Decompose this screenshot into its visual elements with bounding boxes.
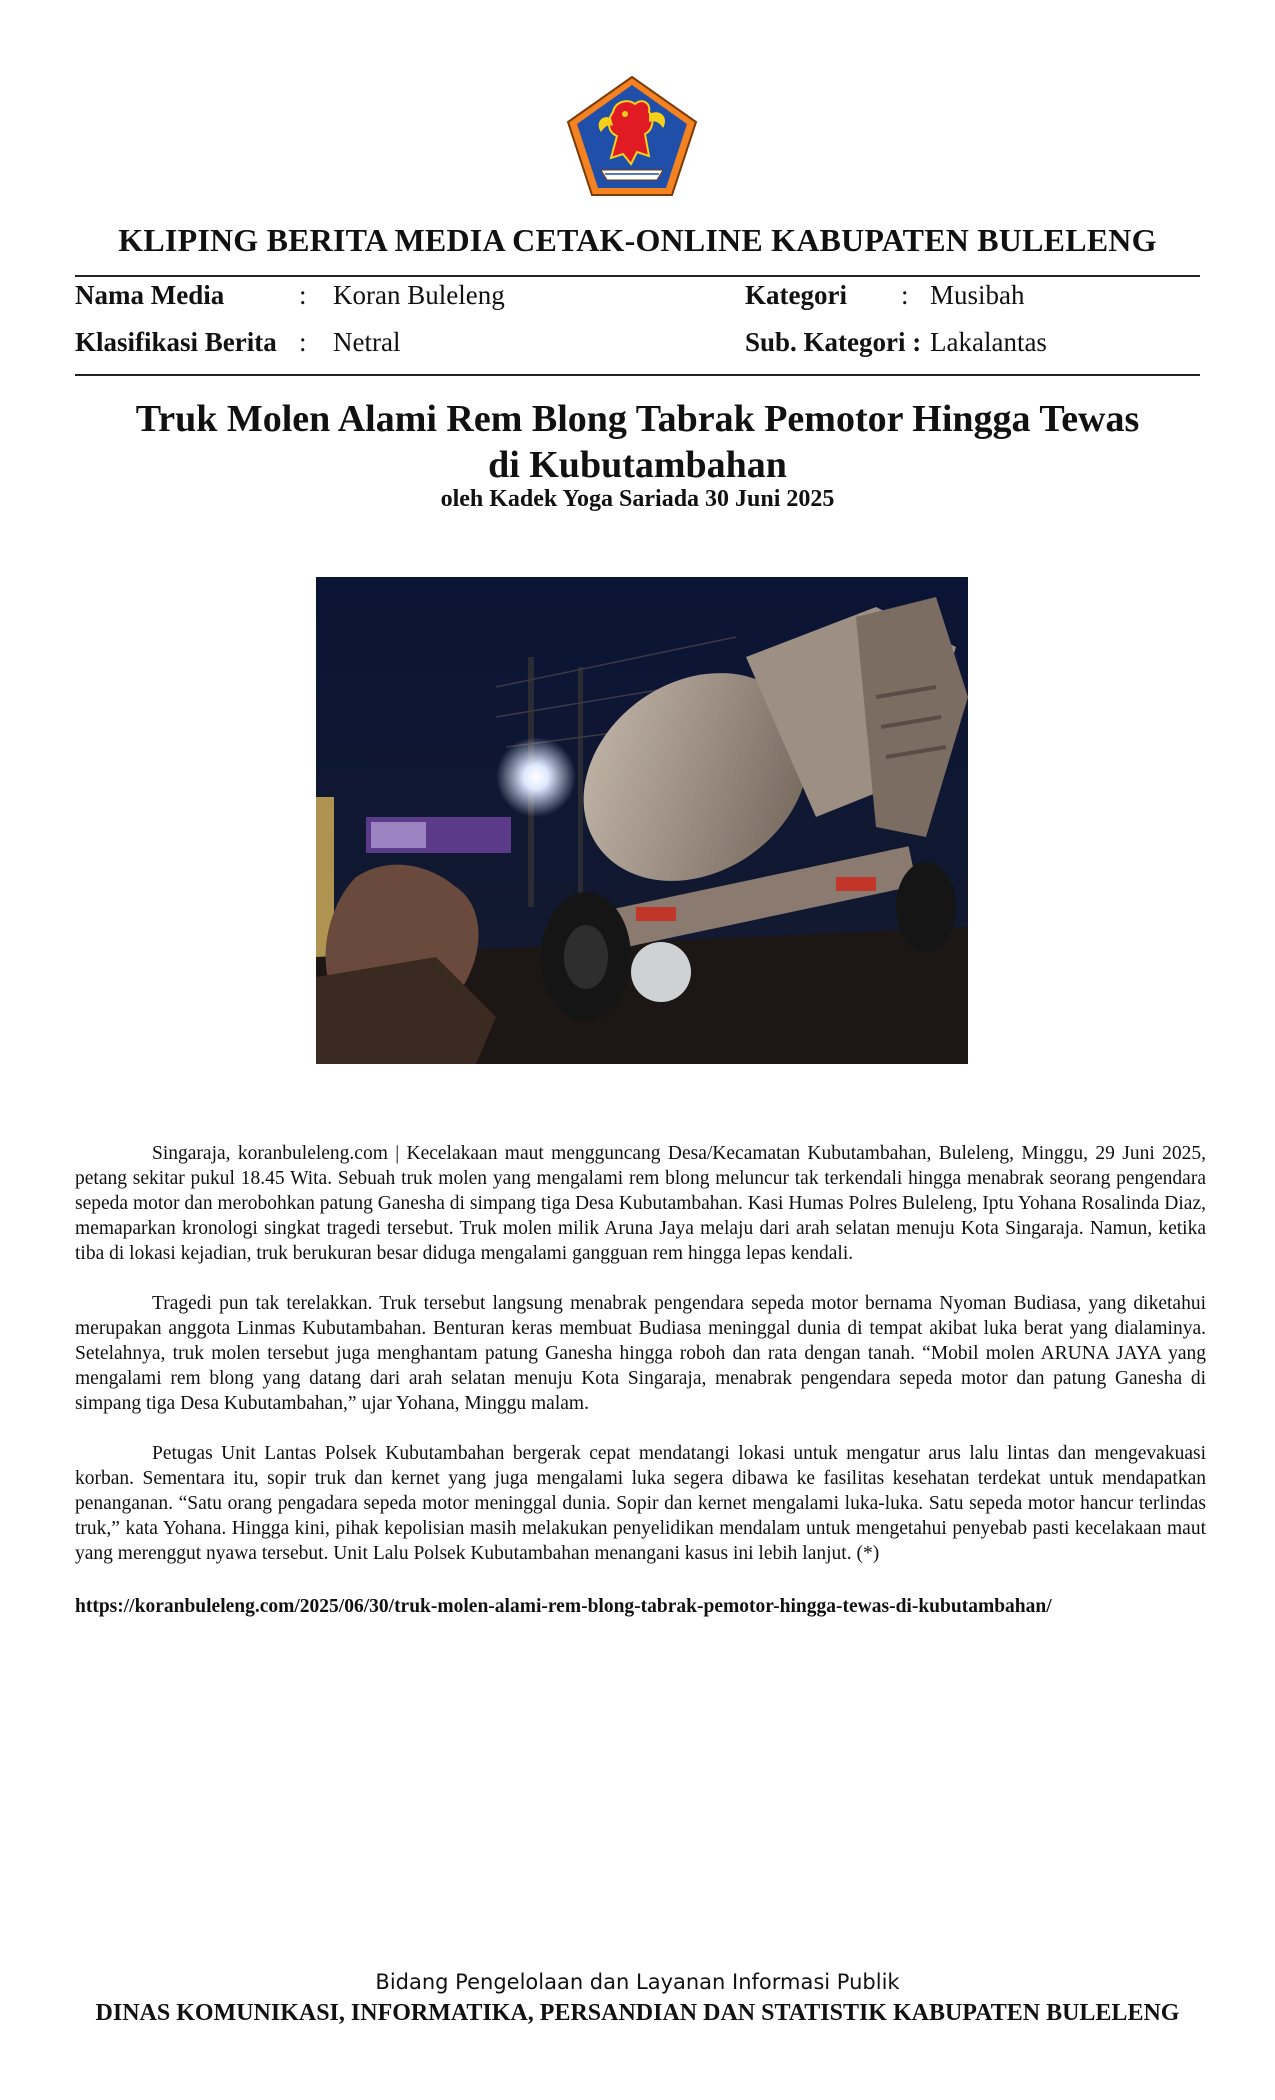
footer-agency: DINAS KOMUNIKASI, INFORMATIKA, PERSANDIAN DAN STATISTIK KABUPATEN BULELENG bbox=[95, 2000, 1180, 2026]
media-value: Koran Buleleng bbox=[333, 280, 505, 310]
article-photo bbox=[316, 577, 968, 1064]
article-title-line-2: di Kubutambahan bbox=[488, 444, 787, 486]
meta-media-row bbox=[75, 280, 635, 320]
source-url-link[interactable]: https://koranbuleleng.com/2025/06/30/truk-molen-alami-rem-blong-tabrak-pemotor-hingga-tewas-di-kubutambahan/ bbox=[75, 1596, 1052, 1617]
header-bottom-divider bbox=[75, 374, 1200, 376]
footer-department: Bidang Pengelolaan dan Layanan Informasi Publik bbox=[375, 1970, 900, 1994]
article-paragraph-1: Singaraja, koranbuleleng.com | Kecelakaan maut mengguncang Desa/Kecamatan Kubutambahan, Buleleng, Minggu, 29 Juni 2025, petang sekitar pukul 18.45 Wita. Sebuah truk molen yang mengalami rem blong meluncur tak terkendali hingga menabrak seorang pengendara sepeda motor dan merobohkan patung Ganesha di simpang tiga Desa Kubutambahan. Kasi Humas Polres Buleleng, Iptu Yohana Rosalinda Diaz, memaparkan kronologi singkat tragedi tersebut. Truk molen milik Aruna Jaya melaju dari arah selatan menuju Kota Singaraja. Namun, ketika tiba di lokasi kejadian, truk berukuran besar diduga mengalami gangguan rem hingga lepas kendali. bbox=[75, 1143, 1206, 1264]
subkategori-value: Lakalantas bbox=[930, 327, 1047, 357]
meta-kategori-row bbox=[745, 280, 1200, 320]
klasifikasi-colon: : bbox=[299, 327, 307, 357]
article-byline: oleh Kadek Yoga Sariada 30 Juni 2025 bbox=[440, 486, 835, 512]
article-paragraph-3: Petugas Unit Lantas Polsek Kubutambahan bergerak cepat mendatangi lokasi untuk mengatur arus lalu lintas dan mengevakuasi korban. Sementara itu, sopir truk dan kernet yang juga mengalami luka segera dibawa ke fasilitas kesehatan terdekat untuk mendapatkan penanganan. “Satu orang pengadara sepeda motor meninggal dunia. Sopir dan kernet mengalami luka-luka. Satu sepeda motor hancur terlindas truk,” kata Yohana. Hingga kini, pihak kepolisian masih melakukan penyelidikan mendalam untuk mengetahui penyebab pasti kecelakaan maut yang merenggut nyawa tersebut. Unit Lalu Polsek Kubutambahan menangani kasus ini lebih lanjut. (*) bbox=[75, 1443, 1206, 1564]
kategori-label: Kategori bbox=[745, 280, 847, 310]
clipping-header-title: KLIPING BERITA MEDIA CETAK-ONLINE KABUPATEN BULELENG bbox=[118, 222, 1157, 258]
article-body bbox=[75, 1141, 1206, 1591]
kategori-colon: : bbox=[901, 280, 909, 310]
media-colon: : bbox=[299, 280, 307, 310]
meta-klasifikasi-row bbox=[75, 327, 635, 367]
kategori-value: Musibah bbox=[930, 280, 1025, 310]
klasifikasi-value: Netral bbox=[333, 327, 401, 357]
klasifikasi-label: Klasifikasi Berita bbox=[75, 327, 277, 357]
media-label: Nama Media bbox=[75, 280, 225, 310]
subkategori-label: Sub. Kategori : bbox=[745, 327, 922, 357]
buleleng-emblem-logo bbox=[565, 74, 699, 198]
article-paragraph-2: Tragedi pun tak terelakkan. Truk tersebut langsung menabrak pengendara sepeda motor bernama Nyoman Budiasa, yang diketahui merupakan anggota Linmas Kubutambahan. Benturan keras membuat Budiasa meninggal dunia di tempat akibat luka berat yang dialaminya. Setelahnya, truk molen tersebut juga menghantam patung Ganesha hingga roboh dan rata dengan tanah. “Mobil molen ARUNA JAYA yang mengalami rem blong yang datang dari arah selatan menuju Kota Singaraja, menabrak pengendara sepeda motor dan patung Ganesha di simpang tiga Desa Kubutambahan,” ujar Yohana, Minggu malam. bbox=[75, 1293, 1206, 1414]
header-top-divider bbox=[75, 275, 1200, 277]
article-title bbox=[75, 396, 1200, 488]
meta-subkategori-row bbox=[745, 327, 1200, 367]
article-title-line-1: Truk Molen Alami Rem Blong Tabrak Pemotor Hingga Tewas bbox=[135, 398, 1140, 440]
